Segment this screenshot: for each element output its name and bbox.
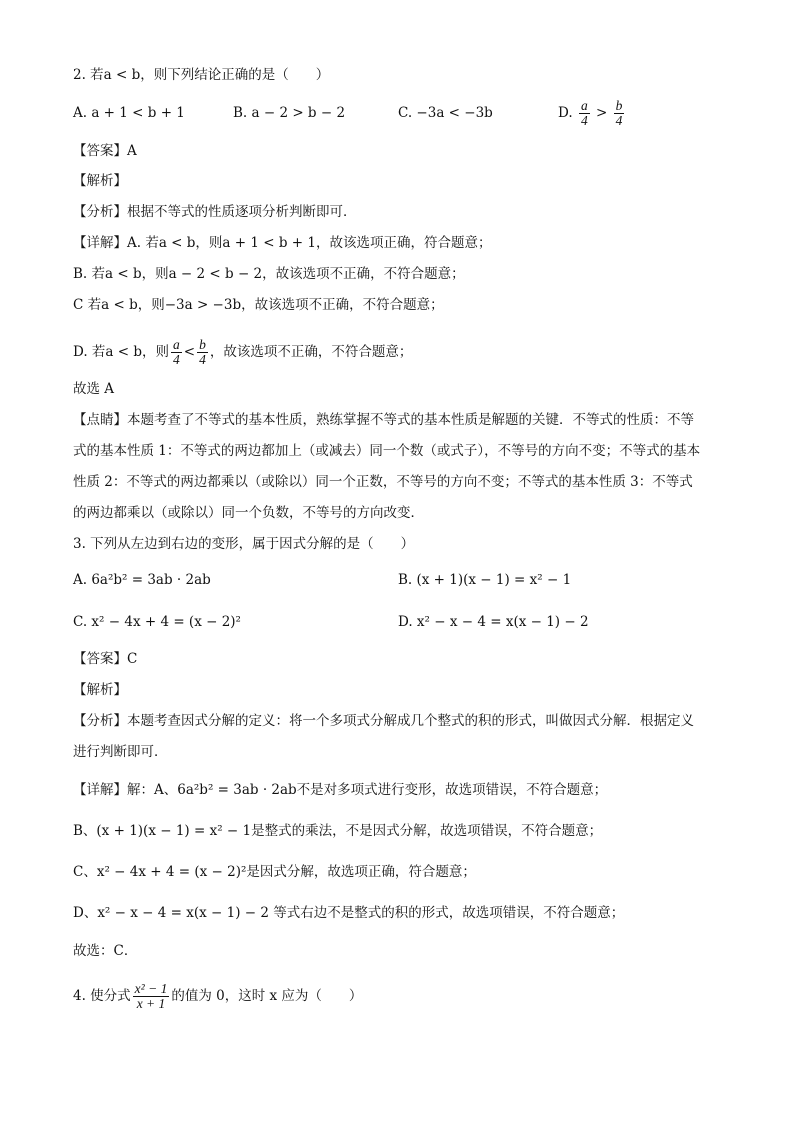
q2-line-d-frac2: $\frac{b}{4}$ xyxy=(199,337,206,367)
q2-dianjing-2: 式的基本性质 1：不等式的两边都加上（或减去）同一个数（或式子），不等号的方向不变；不等式的基本 xyxy=(73,443,701,459)
q2-line-c: C 若a < b，则−3a > −3b，故该选项不正确，不符合题意； xyxy=(73,297,444,313)
q3-answer: 【答案】C xyxy=(73,651,138,667)
q2-dianjing-4: 的两边都乘以（或除以）同一个负数，不等号的方向改变． xyxy=(73,505,424,521)
q3-line-b: B、(x + 1)(x − 1) = x² − 1是整式的乘法，不是因式分解，故选项错误，不符合题意； xyxy=(73,823,603,839)
q3-line-c: C、x² − 4x + 4 = (x − 2)²是因式分解，故选项正确，符合题意； xyxy=(73,864,476,880)
q2-xiangjie: 【详解】A. 若a < b，则a + 1 < b + 1，故该选项正确，符合题意； xyxy=(73,235,492,251)
q3-fenxi-2: 进行判断即可． xyxy=(73,744,168,760)
q3-stem: 3. 下列从左边到右边的变形，属于因式分解的是（ ） xyxy=(73,536,415,552)
q2-option-a: A. a + 1 < b + 1 xyxy=(73,105,185,121)
q4-fraction: $\frac{\text{x² − 1}}{x + 1}$ xyxy=(134,981,168,1011)
q2-analysis-title: 【解析】 xyxy=(73,173,127,189)
q2-stem: 2. 若a < b，则下列结论正确的是（ ） xyxy=(73,67,330,83)
q3-line-d: D、x² − x − 4 = x(x − 1) − 2 等式右边不是整式的积的形式，故选项错误，不符合题意； xyxy=(73,905,625,921)
q3-option-a: A. 6a²b² = 3ab · 2ab xyxy=(73,572,211,588)
q3-option-c: C. x² − 4x + 4 = (x − 2)² xyxy=(73,614,241,630)
q3-xiangjie: 【详解】解：A、6a²b² = 3ab · 2ab不是对多项式进行变形，故选项错误，不符合题意； xyxy=(73,782,608,798)
q2-line-d-relation: < xyxy=(183,344,196,360)
q2-dianjing-3: 性质 2：不等式的两边都乘以（或除以）同一个正数，不等号的方向不变；不等式的基本性质 3：不等式 xyxy=(73,474,693,490)
q2-option-d-frac2: $\frac{b}{4}$ xyxy=(615,98,623,128)
q2-fenxi: 【分析】根据不等式的性质逐项分析判断即可． xyxy=(73,204,357,220)
q4-stem-pre: 4. 使分式 xyxy=(73,988,131,1004)
q4-stem xyxy=(73,977,362,1015)
q2-answer: 【答案】A xyxy=(73,143,137,159)
q2-option-d xyxy=(558,94,626,132)
q3-option-b: B. (x + 1)(x − 1) = x² − 1 xyxy=(398,572,572,588)
q2-dianjing-1: 【点睛】本题考查了不等式的基本性质，熟练掌握不等式的基本性质是解题的关键．不等式的性质：不等 xyxy=(73,412,694,428)
q2-option-d-frac1: $\frac{a}{4}$ xyxy=(580,98,588,128)
q2-line-d-frac1: $\frac{a}{4}$ xyxy=(173,337,180,367)
q3-fenxi-1: 【分析】本题考查因式分解的定义：将一个多项式分解成几个整式的积的形式，叫做因式分解．根据定义 xyxy=(73,713,694,729)
q4-stem-post: 的值为 0，这时 x 应为（ ） xyxy=(171,988,363,1004)
q2-line-d-post: ，故该选项不正确，不符合题意； xyxy=(209,344,413,360)
q3-conclusion: 故选：C． xyxy=(73,943,138,959)
q2-option-d-label: D. xyxy=(558,105,573,121)
q3-option-d: D. x² − x − 4 = x(x − 1) − 2 xyxy=(398,614,589,630)
q2-line-b: B. 若a < b，则a − 2 < b − 2，故该选项不正确，不符合题意； xyxy=(73,266,465,282)
q2-conclusion: 故选 A xyxy=(73,381,115,397)
q2-option-c: C. −3a < −3b xyxy=(398,105,493,121)
q2-option-d-relation: > xyxy=(595,105,608,121)
q2-line-d-pre: D. 若a < b，则 xyxy=(73,344,170,360)
q2-line-d xyxy=(73,333,412,371)
q3-analysis-title: 【解析】 xyxy=(73,682,127,698)
q2-option-b: B. a − 2 > b − 2 xyxy=(233,105,346,121)
